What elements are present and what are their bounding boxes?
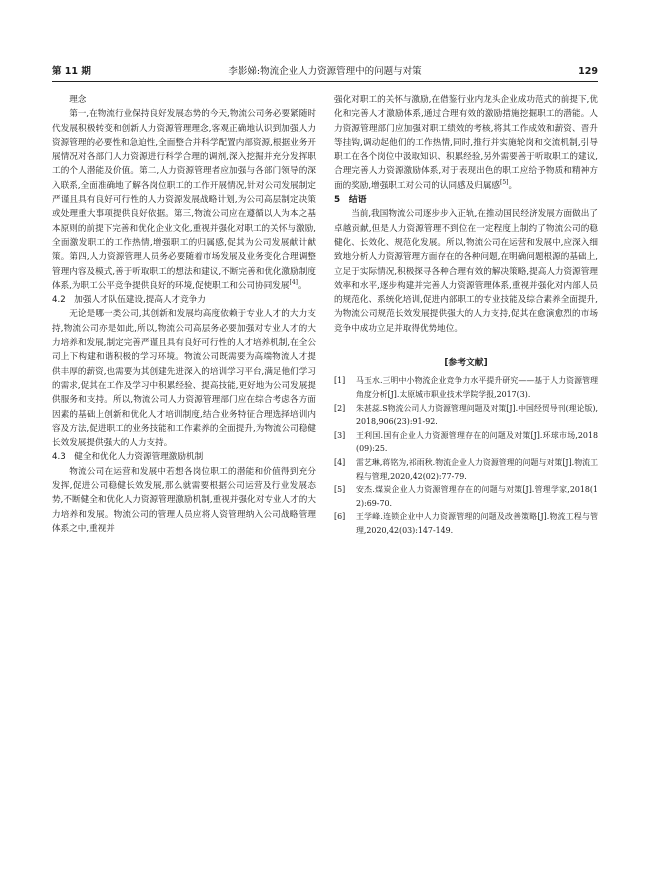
right-column [334,93,598,537]
reference-item [334,483,598,510]
paragraph-end: 。 [298,280,307,291]
paragraph-4-2: 无论是哪一类公司,其创新和发展均高度依赖于专业人才的大力支持,物流公司亦是如此,所以,物流公司高层务必要加强对专业人才的大力培养和发展,制定完善严谨且具有良好可行性的人才培养机制,在全公司上下构建和谐积极的学习环境。物流公司既需要为高端物流人才提供丰厚的薪资,也需要为其创建先进深入的培训学习平台,满足他们学习的需求,促其在工作及学习中积累经验、提高技能,更好地为公司发展提供服务和支持。所以,物流公司人力资源管理部门应在综合考虑各方面因素的基础上创新和优化人才培训制度,结合业务特征合理选择培训内容及方法,促进职工的业务技能和工作素养的全面提升,为物流公司稳健长效发展提供强大的人力支持。 [52,309,316,449]
paragraph-4-3: 物流公司在运营和发展中若想各岗位职工的潜能和价值得到充分发挥,促进公司稳健长效发展,那么就需要根据公司运营及行业发展态势,不断健全和优化人力资源管理激励机制,重视并强化对专业人才的大力培养和发展。物流公司的管理人员应将人资管理纳入公司战略管理体系之中,重视并 [52,466,316,534]
header-rule [52,81,598,82]
section-heading-4-2: 4.2 加强人才队伍建设,提高人才竞争力 [52,295,206,306]
paragraph-conclusion: 当前,我国物流公司逐步步入正轨,在推动国民经济发展方面做出了卓越贡献,但是人力资源管理不到位在一定程度上制约了物流公司的稳健化、长效化、规范化发展。所以,物流公司在运营和发展中,应深入细致地分析人力资源管理方面存在的各种问题,在明确问题根源的基础上,立足于实际情况,积极探寻各种合理有效的解决策略,提高人力资源管理效率和水平,逐步构建并完善人力资源管理体系,重视并强化对内部人员的规范化、系统化培训,促进内部职工的专业技能及综合素养全面提升,为物流公司规范长效发展提供强大的人力支持,促其在愈演愈烈的市场竞争中成功立足并取得优势地位。 [334,209,598,334]
reference-item [334,456,598,483]
reference-number: [4] [334,457,346,467]
left-column [52,93,316,536]
running-title: 李影娣:物流企业人力资源管理中的问题与对策 [228,66,422,77]
reference-text: 安杰.煤炭企业人力资源管理存在的问题与对策[J].管理学家,2018(12):69-70. [356,485,598,508]
reference-item [334,402,598,429]
reference-item [334,429,598,456]
paragraph-4-3-continued [334,93,598,193]
issue-number: 第 11 期 [52,66,91,77]
reference-text: 马玉水.三明中小物流企业竞争力水平提升研究——基于人力资源管理角度分析[J].太原城市职业技术学院学报,2017(3). [356,376,598,399]
reference-text: 王利国.国有企业人力资源管理存在的问题及对策[J].环球市场,2018(09):25. [356,430,598,454]
section-heading-4-3: 4.3 健全和优化人力资源管理激励机制 [52,452,204,463]
paragraph-text: 第一,在物流行业保持良好发展态势的今天,物流公司务必要紧随时代发展积极转变和创新人力资源管理理念,客观正确地认识到加强人力资源管理的必要性和急迫性,全面整合并科学配置内部资源,根据业务开展情况对各部门人力资源进行科学合理的调剂,深入挖掘并充分发挥职工的个人潜能及价值。第二,人力资源管理者应加强与各部门领导的深入联系,全面准确地了解各岗位职工的工作开展情况,针对公司发展制定严谨且具有良好可行性的人力资源发展战略计划,为公司高层制定决策或处理重大事项提供良好依据。第三,物流公司应在遵循以人为本之基本原则的前提下完善和优化企业文化,重视并强化对职工的关怀与激励,全面激发职工的工作热情,增强职工的归属感,促其为公司发展献计献策。第四,人力资源管理人员务必要随着市场发展及业务变化合理调整管理内容及模式,善于听取职工的想法和建议,不断完善和优化激励制度体系,为职工公平竞争提供良好的环境,促使职工和公司协同发展 [52,109,316,291]
reference-item [334,510,598,537]
reference-text: 王学峰.连锁企业中人力资源管理的问题及改善策略[J].物流工程与管理,2020,42(03):147-149. [356,512,598,535]
reference-number: [6] [334,512,346,522]
section-heading-5: 5 结语 [334,195,367,206]
reference-number: [2] [334,403,346,413]
running-header [52,64,598,80]
citation-4: [4] [289,279,298,286]
reference-number: [3] [334,430,346,440]
reference-text: 朱甚蕊.S物流公司人力资源管理问题及对策[J].中国经贸导刊(理论版),2018,906(23):91-92. [356,403,598,427]
paragraph-text: 强化对职工的关怀与激励,在借鉴行业内龙头企业成功范式的前提下,优化和完善人才激励体系,通过合理有效的激励措施挖掘职工的潜能。人力资源管理部门应加强对职工绩效的考核,将其工作成效和薪资、晋升等挂钩,调动起他们的工作热情,同时,推行并实施轮岗和交流机制,引导职工在各个岗位中汲取知识、积累经验,另外需要善于听取职工的建议,合理完善人力资源激励体系,对于表现出色的职工应给予物质和精神方面的奖励,增强职工对公司的认同感及归属感 [334,95,598,191]
references-title: [参考文献] [444,358,488,369]
paragraph-end: 。 [508,180,518,191]
reference-number: [5] [334,485,346,495]
reference-text: 雷艺琳,蒋铭为,祁雨秋.物流企业人力资源管理的问题与对策[J].物流工程与管理,2020,42(02):77-79. [356,457,598,481]
reference-number: [1] [334,376,346,386]
paragraph-4-1-points [52,107,316,293]
citation-5: [5] [500,178,509,186]
references-list [334,374,598,537]
paragraph-continuation: 理念 [69,95,87,105]
reference-item [334,374,598,401]
page-number: 129 [578,66,598,77]
